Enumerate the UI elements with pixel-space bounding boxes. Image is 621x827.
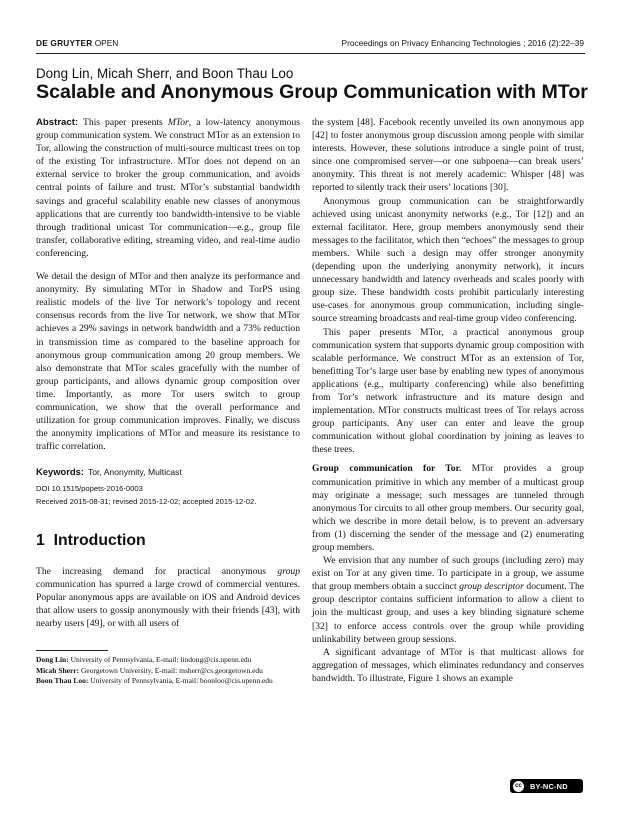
cc-icon: cc	[513, 781, 524, 792]
body-paragraph-3: This paper presents MTor, a practical anonymous group communication system that supports dynamic group composition with scalable performance. We construct MTor as an extension of Tor, benefitting Tor’s large user base by enabling new types of anonymous applications (e.g., multiparty conferencing) while also benefitting from Tor’s network infrastructure and its mature design and implementation. MTor constructs multicast trees of Tor relays across group participants. Any user can enter and leave the group communication without global coordination by joining as leaves to these trees.	[312, 326, 584, 456]
body-paragraph-6: A significant advantage of MTor is that multicast allows for aggregation of messages, which eliminates redundancy and conserves bandwidth. To illustrate, Figure 1 shows an example	[312, 646, 584, 684]
section-heading-introduction	[36, 532, 300, 550]
introduction-paragraph	[36, 565, 300, 630]
doi: DOI 10.1515/popets-2016-0003	[36, 484, 143, 494]
footnote-author-1	[36, 655, 300, 666]
section-number: 1	[36, 531, 45, 549]
run-in-heading: Group communication for Tor.	[312, 463, 462, 475]
footnote-affiliation: Georgetown University, E-mail: msherr@cs.georgetown.edu	[79, 665, 263, 675]
footnote-affiliation: University of Pennsylvania, E-mail: boonloo@cis.upenn.edu	[88, 676, 273, 686]
intro-emphasis: group	[277, 565, 300, 577]
publisher-name	[36, 38, 118, 48]
journal-citation: Proceedings on Privacy Enhancing Technologies ; 2016 (2):22–39	[341, 38, 584, 48]
body-paragraph-5	[312, 554, 584, 646]
paragraph-5-text-a: We envision that any number of such groups (including zero) may exist on Tor at any given time. To participate in a group, we assume that group members obtain a succinct	[312, 555, 584, 593]
footnote-name: Boon Thau Loo:	[36, 676, 89, 686]
publisher-light: OPEN	[94, 38, 119, 48]
footnote-author-3	[36, 676, 300, 687]
keywords-text: Tor, Anonymity, Multicast	[87, 467, 182, 478]
author-footnotes	[36, 655, 300, 687]
keywords-label: Keywords:	[36, 466, 84, 478]
creative-commons-badge[interactable]	[510, 779, 583, 793]
publisher-bold: DE GRUYTER	[36, 38, 93, 48]
paragraph-5-emphasis: group descriptor	[459, 581, 524, 593]
abstract-paragraph-2: We detail the design of MTor and then analyze its performance and anonymity. By simulating MTor in Shadow and TorPS using realistic models of the live Tor network’s topology and recent consensus records from the live Tor network, we show that MTor achieves a 29% savings in network bandwidth and a 73% reduction in transmission time as compared to the baseline approach for anonymous group communication among 20 group members. We also demonstrate that MTor scales gracefully with the number of group participants, and allows dynamic group composition over time. Importantly, as more Tor users switch to group communication, we show that the overall performance and utilization for group communication improves. Finally, we discuss the anonymity implications of MTor and measure its resistance to traffic correlation.	[36, 271, 300, 453]
abstract-emphasis: MTor	[167, 117, 189, 128]
footnote-name: Dong Lin:	[36, 655, 69, 665]
footnote-rule	[36, 650, 108, 651]
license-label: BY-NC-ND	[530, 781, 568, 791]
footnote-affiliation: University of Pennsylvania, E-mail: lindong@cis.upenn.edu	[68, 655, 252, 665]
running-header	[36, 38, 584, 52]
footnote-author-2	[36, 666, 300, 677]
abstract-text-b: , a low-latency anonymous group communication system. We construct MTor as an extension to Tor, allowing the construction of multi-source multicast trees on top of the existing Tor infrastructure. MTor does not depend on an external service to broker the group communication, and avoids central points of failure and trust. MTor’s substantial bandwidth savings and graceful scalability enable new classes of anonymous applications that are currently too bandwidth-intensive to be viable through traditional unicast Tor communication—e.g., group file transfer, collaborative editing, streaming video, and real-time audio conferencing.	[36, 117, 301, 259]
abstract-paragraph-1	[36, 116, 300, 260]
intro-text-b: communication has spurred a large crowd of commercial ventures. Popular anonymous apps are available on iOS and Android devices that allow users to gossip anonymously with their friends [43], with nearby users [49], or with all users of	[36, 578, 300, 630]
paragraph-4-text: MTor provides a group communication primitive in which any member of a multicast group may originate a message; such messages are tunneled through anonymous Tor circuits to all other group members. Our security goal, which we describe in more detail below, is to prevent an adversary from (1) discerning the sender of the message and (2) enumerating group members.	[312, 463, 584, 553]
right-column	[312, 116, 584, 685]
header-rule	[36, 53, 585, 54]
footnote-name: Micah Sherr:	[36, 665, 80, 675]
abstract-text-a: This paper presents	[82, 117, 168, 128]
abstract-label: Abstract:	[36, 117, 79, 128]
body-paragraph-1: the system [48]. Facebook recently unveiled its own anonymous app [42] to foster anonymous group discussion among people with similar interests. However, these solutions introduce a single point of trust, since one compromised server—or one subpoena—can break users’ anonymity. This threat is not merely academic: Whisper [48] was reported to silently track their users’ locations [30].	[312, 117, 584, 194]
body-paragraph-2: Anonymous group communication can be straightforwardly achieved using unicast anonymity networks (e.g., Tor [12]) and an external facilitator. Here, group members anonymously send their messages to the facilitator, which then “echoes” the messages to group members. While such a design may offer stronger anonymity (depending upon the underlying anonymity network), it incurs unnecessary bandwidth and latency overheads and scales poorly with group size. These bandwidth costs prohibit particularly interesting use-cases for anonymous group communication, including single-source streaming broadcasts and real-time group video conferencing.	[312, 195, 584, 325]
intro-text-a: The increasing demand for practical anonymous	[36, 565, 278, 577]
author-list: Dong Lin, Micah Sherr, and Boon Thau Loo	[36, 66, 294, 81]
section-title: Introduction	[53, 531, 146, 549]
paragraph-5-text-b: document. The group descriptor contains sufficient information to allow a client to join the multicast group, and uses a key blinding signature scheme [32] to enforce access controls over the group while providing unlinkability between group sessions.	[312, 581, 584, 645]
body-paragraph-4	[312, 462, 584, 554]
left-column	[36, 116, 300, 687]
keywords	[36, 462, 300, 480]
paper-title: Scalable and Anonymous Group Communication with MTor	[36, 81, 588, 103]
received-dates: Received 2015-08-31; revised 2015-12-02; accepted 2015-12-02.	[36, 496, 257, 506]
